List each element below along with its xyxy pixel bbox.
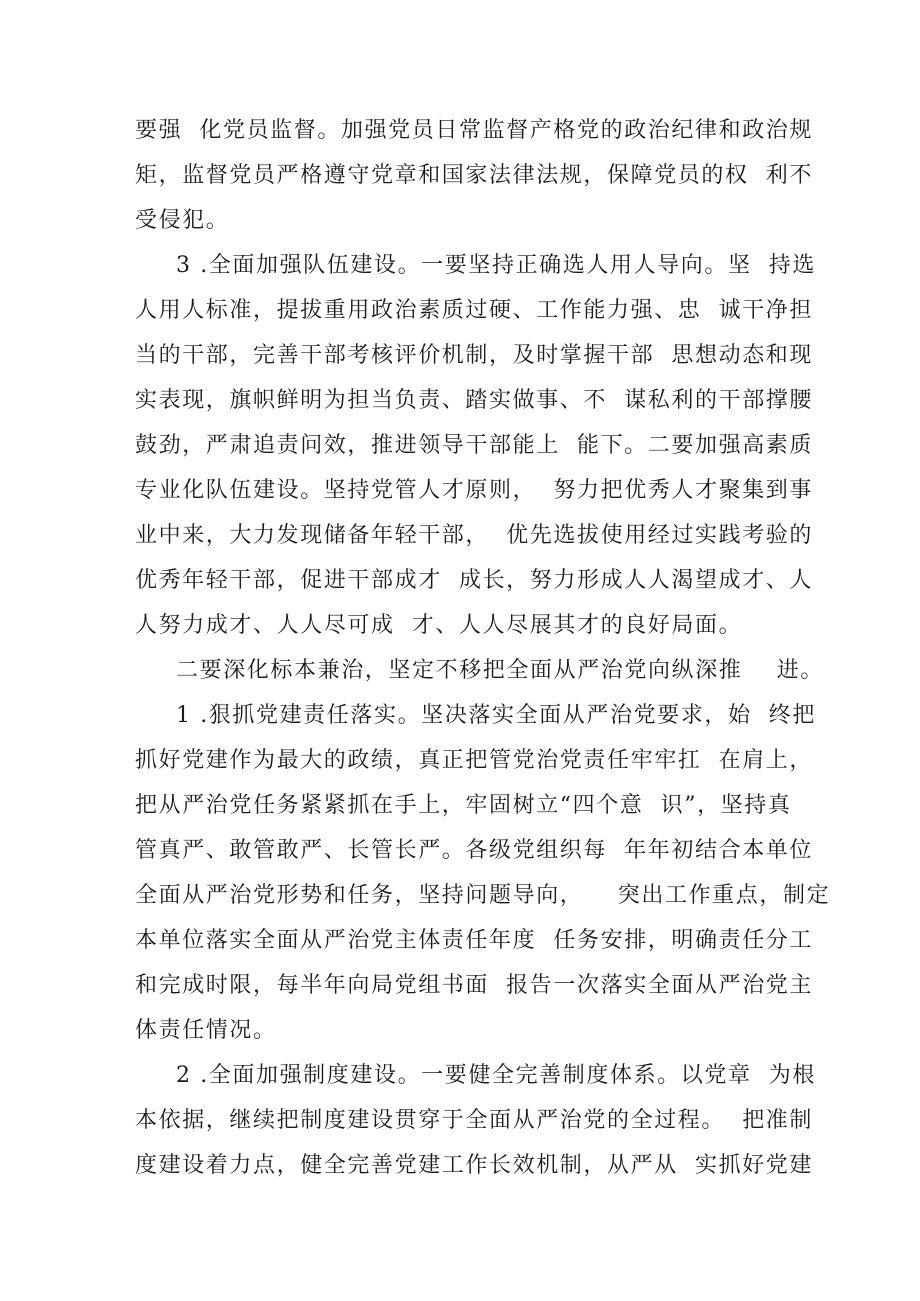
text-line: 管真严、敢管敢严、长管长严。各级党组织每 年年初结合本单位 <box>135 838 813 863</box>
text-line: 矩，监督党员严格遵守党章和国家法律法规，保障党员的权 利不 <box>135 163 813 188</box>
text-line: 鼓劲，严肃追责问效，推进领导干部能上 能下。二要加强高素质 <box>135 433 813 458</box>
text-line: 实表现，旗帜鲜明为担当负责、踏实做事、不 谋私利的干部撑腰 <box>135 388 813 413</box>
text-line: 度建设着力点，健全完善党建工作长效机制，从严从 实抓好党建 <box>135 1153 813 1178</box>
text-line: 体责任情况。 <box>135 1018 277 1043</box>
text-line: 业中来，大力发现储备年轻干部， 优先选拔使用经过实践考验的 <box>135 523 813 548</box>
text-line: 把从严治党任务紧紧抓在手上，牢固树立“四个意 识”，坚持真 <box>135 793 792 818</box>
text-line: 1 .狠抓党建责任落实。坚决落实全面从严治党要求，始 终把 <box>176 703 816 728</box>
text-line: 抓好党建作为最大的政绩，真正把管党治党责任牢牢扛 在肩上， <box>135 748 813 773</box>
text-line: 2 .全面加强制度建设。一要健全完善制度体系。以党章 为根 <box>176 1063 816 1088</box>
text-line: 本单位落实全面从严治党主体责任年度 任务安排，明确责任分工 <box>135 928 813 953</box>
text-line: 受侵犯。 <box>135 208 230 233</box>
text-line: 全面从严治党形势和任务，坚持问题导向， 突出工作重点，制定 <box>135 883 831 908</box>
text-line: 当的干部，完善干部考核评价机制，及时掌握干部 思想动态和现 <box>135 343 813 368</box>
text-line: 要强 化党员监督。加强党员日常监督产格党的政治纪律和政治规 <box>135 118 813 143</box>
text-line: 专业化队伍建设。坚持党管人才原则， 努力把优秀人才聚集到事 <box>135 478 813 503</box>
text-line: 和完成时限，每半年向局党组书面 报告一次落实全面从严治党主 <box>135 973 813 998</box>
text-line: 本依据，继续把制度建设贯穿于全面从严治党的全过程。 把准制 <box>135 1108 813 1133</box>
text-line: 人努力成才、人人尽可成 才、人人尽展其才的良好局面。 <box>135 613 743 638</box>
text-line: 3 .全面加强队伍建设。一要坚持正确选人用人导向。坚 持选 <box>176 253 816 278</box>
section-heading: 二要深化标本兼治，坚定不移把全面从严治党向纵深推 进。 <box>176 658 824 683</box>
text-line: 优秀年轻干部，促进干部成才 成长，努力形成人人渴望成才、人 <box>135 568 813 593</box>
text-line: 人用人标准，提拔重用政治素质过硬、工作能力强、忠 诚干净担 <box>135 298 813 323</box>
